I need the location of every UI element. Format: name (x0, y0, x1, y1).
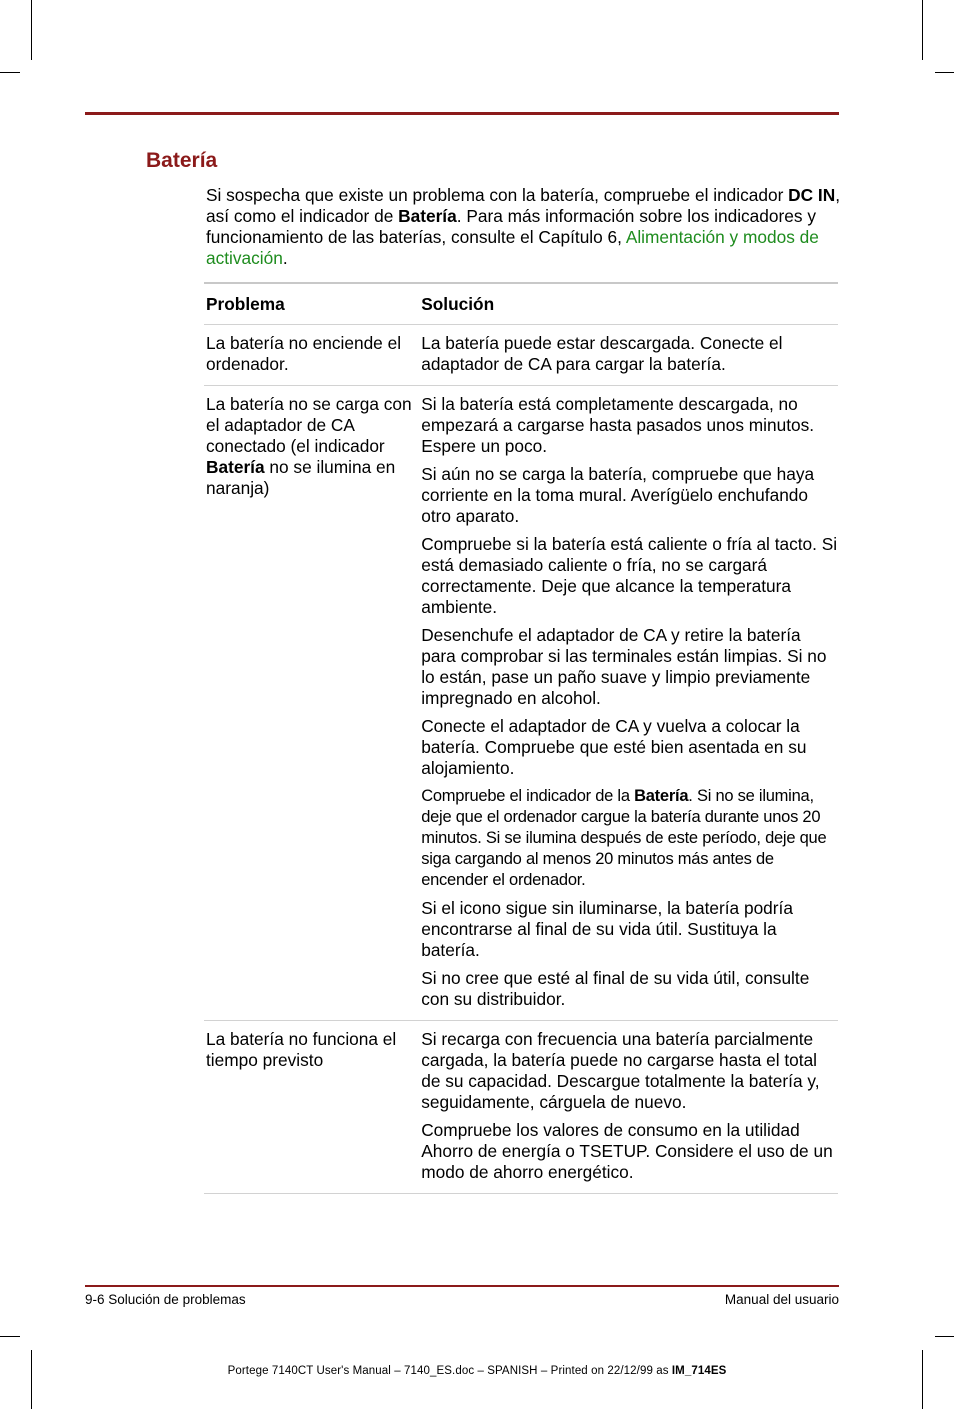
solution-text: Compruebe el indicador de la (421, 787, 635, 805)
crop-mark (31, 1350, 32, 1409)
solution-cell (421, 325, 838, 386)
table-row (204, 386, 838, 1021)
crop-mark (935, 72, 954, 73)
page-number: 9-6 Solución de problemas (85, 1292, 246, 1307)
column-header-problem: Problema (206, 294, 285, 314)
print-info-text: Portege 7140CT User's Manual – 7140_ES.doc – SPANISH – Printed on 22/12/99 as (227, 1365, 672, 1377)
solution-paragraph: Conecte el adaptador de CA y vuelva a colocar la batería. Compruebe que esté bien asentada en su alojamiento. (421, 716, 807, 778)
solution-paragraph: Si el icono sigue sin iluminarse, la batería podría encontrarse al final de su vida útil. Sustituya la batería. (421, 898, 793, 960)
table-row (204, 325, 838, 386)
column-header-solution: Solución (421, 294, 495, 314)
problem-cell: La batería no funciona el tiempo previsto (206, 1029, 397, 1070)
footer-rule (85, 1285, 839, 1287)
solution-paragraph: Compruebe los valores de consumo en la utilidad Ahorro de energía o TSETUP. Considere el uso de un modo de ahorro energético. (421, 1120, 833, 1182)
crop-mark (0, 72, 20, 73)
print-info-code: IM_714ES (671, 1365, 727, 1377)
battery-label: Batería (634, 787, 689, 805)
chapter-link[interactable]: Alimentación y modos de activación (206, 227, 819, 268)
intro-paragraph (206, 185, 846, 269)
solution-paragraph: Desenchufe el adaptador de CA y retire la batería para comprobar si las terminales están limpias. Si no lo están, pase un paño suave y limpio previamente impregnado en alcohol. (421, 625, 827, 708)
crop-mark (0, 1336, 20, 1337)
battery-label: Batería (398, 206, 457, 226)
problem-cell: La batería no enciende el ordenador. (206, 333, 402, 374)
troubleshooting-table (204, 282, 838, 1194)
solution-paragraph: Compruebe si la batería está caliente o fría al tacto. Si está demasiado caliente o fría, no se cargará correctamente. Deje que alcance la temperatura ambiente. (421, 534, 838, 617)
solution-paragraph: Si recarga con frecuencia una batería parcialmente cargada, la batería puede no cargarse hasta el total de su capacidad. Descargue totalmente la batería y, seguidamente, cárguela de nuevo. (421, 1029, 820, 1112)
problem-cell (204, 386, 421, 1021)
solution-cell (421, 1021, 838, 1194)
problem-text: no se ilumina en naranja) (206, 457, 396, 498)
dc-in-label: DC IN (788, 185, 836, 205)
solution-cell (421, 386, 838, 1021)
solution-paragraph (421, 786, 838, 891)
table-header-row (204, 283, 838, 325)
table-row (204, 1021, 838, 1194)
crop-mark (935, 1336, 954, 1337)
section-heading: Batería (146, 149, 218, 172)
solution-paragraph: La batería puede estar descargada. Conecte el adaptador de CA para cargar la batería. (421, 333, 783, 374)
manual-title: Manual del usuario (724, 1292, 839, 1307)
intro-text: Si sospecha que existe un problema con la batería, compruebe el indicador (206, 185, 789, 205)
battery-label: Batería (206, 457, 265, 477)
crop-mark (922, 1350, 923, 1409)
solution-paragraph: Si no cree que esté al final de su vida útil, consulte con su distribuidor. (421, 968, 810, 1009)
problem-text: La batería no se carga con el adaptador de CA conectado (el indicador (206, 394, 412, 456)
intro-text: . (282, 248, 288, 268)
crop-mark (31, 0, 32, 60)
crop-mark (922, 0, 923, 60)
print-info (0, 1365, 954, 1377)
solution-paragraph: Si la batería está completamente descargada, no empezará a cargarse hasta pasados unos minutos. Espere un poco. (421, 394, 815, 456)
intro-text: , así como el indicador de (206, 185, 841, 226)
intro-text: . Para más información sobre los indicadores y funcionamiento de las baterías, consulte el Capítulo 6, (206, 206, 816, 247)
header-rule (85, 112, 839, 115)
solution-text: . Si no se ilumina, deje que el ordenador cargue la batería durante unos 20 minutos. Si se ilumina después de este período, deje que siga cargando al menos 20 minutos más antes de encender el ordenador. (421, 787, 827, 889)
solution-paragraph: Si aún no se carga la batería, compruebe que haya corriente en la toma mural. Averígüelo enchufando otro aparato. (421, 464, 815, 526)
